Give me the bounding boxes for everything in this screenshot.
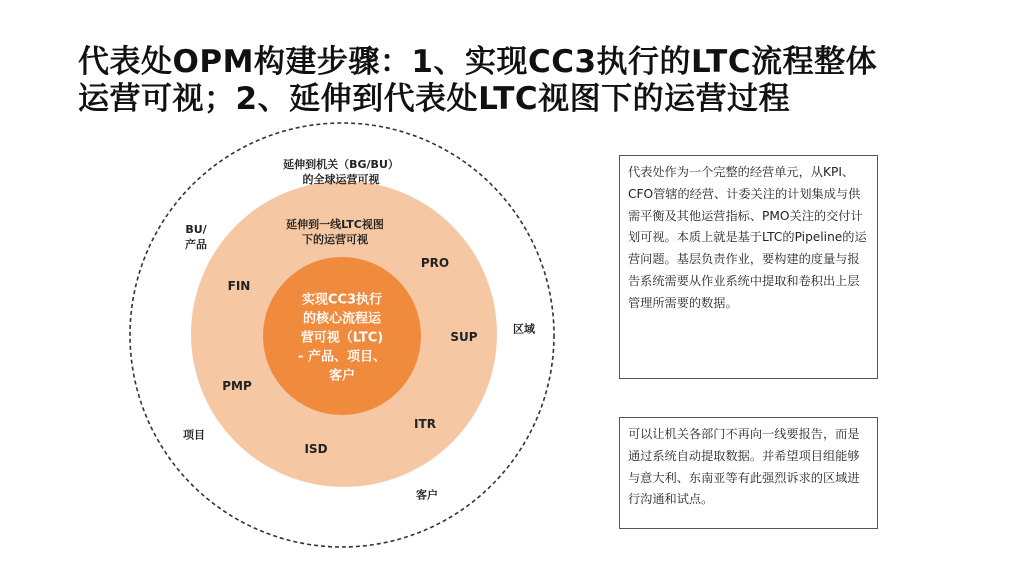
outer-segment-project: 项目 (183, 428, 205, 442)
middle-segment-itr: ITR (414, 417, 436, 431)
middle-segment-sup: SUP (450, 330, 478, 344)
outer-segment-bu: BU/ 产品 (185, 223, 207, 251)
core-line5: 客户 (328, 368, 356, 384)
middle-ring-caption (286, 217, 384, 247)
outer-ring-caption-line2: 的全球运营可视 (302, 173, 380, 186)
middle-segment-pro: PRO (420, 256, 450, 270)
core-line3: 营可视（LTC) (300, 330, 384, 346)
page-title-line2: 运营可视；2、延伸到代表处LTC视图下的运营过程 (78, 81, 791, 117)
middle-ring-caption-line2: 下的运营可视 (301, 233, 368, 246)
note-box-1: 代表处作为一个完整的经营单元，从KPI、CFO管辖的经营、计委关注的计划集成与供需平衡及其他运营指标、PMO关注的交付计划可视。本质上就是基于LTC的Pipeline的运营问题。基层负责作业，要构建的度量与报告系统需要从作业系统中提取和卷积出上层管理所需要的数据。 (619, 155, 878, 379)
middle-segment-isd: ISD (304, 442, 328, 456)
middle-segment-fin: FIN (227, 279, 251, 293)
core-text (298, 291, 386, 386)
outer-ring-caption (283, 157, 399, 187)
outer-ring-caption-line1: 延伸到机关（BG/BU） (283, 158, 399, 171)
middle-segment-pmp: PMP (222, 379, 252, 393)
page-title-line1: 代表处OPM构建步骤：1、实现CC3执行的LTC流程整体 (78, 44, 878, 80)
core-line4: - 产品、项目、 (298, 349, 386, 365)
outer-segment-region: 区域 (513, 322, 535, 336)
core-line1: 实现CC3执行 (301, 292, 383, 308)
core-line2: 的核心流程运 (302, 311, 382, 327)
outer-segment-customer: 客户 (416, 488, 438, 502)
middle-ring-caption-line1: 延伸到一线LTC视图 (286, 218, 384, 231)
note-box-2: 可以让机关各部门不再向一线要报告，而是通过系统自动提取数据。并希望项目组能够与意大利、东南亚等有此强烈诉求的区域进行沟通和试点。 (619, 417, 878, 529)
